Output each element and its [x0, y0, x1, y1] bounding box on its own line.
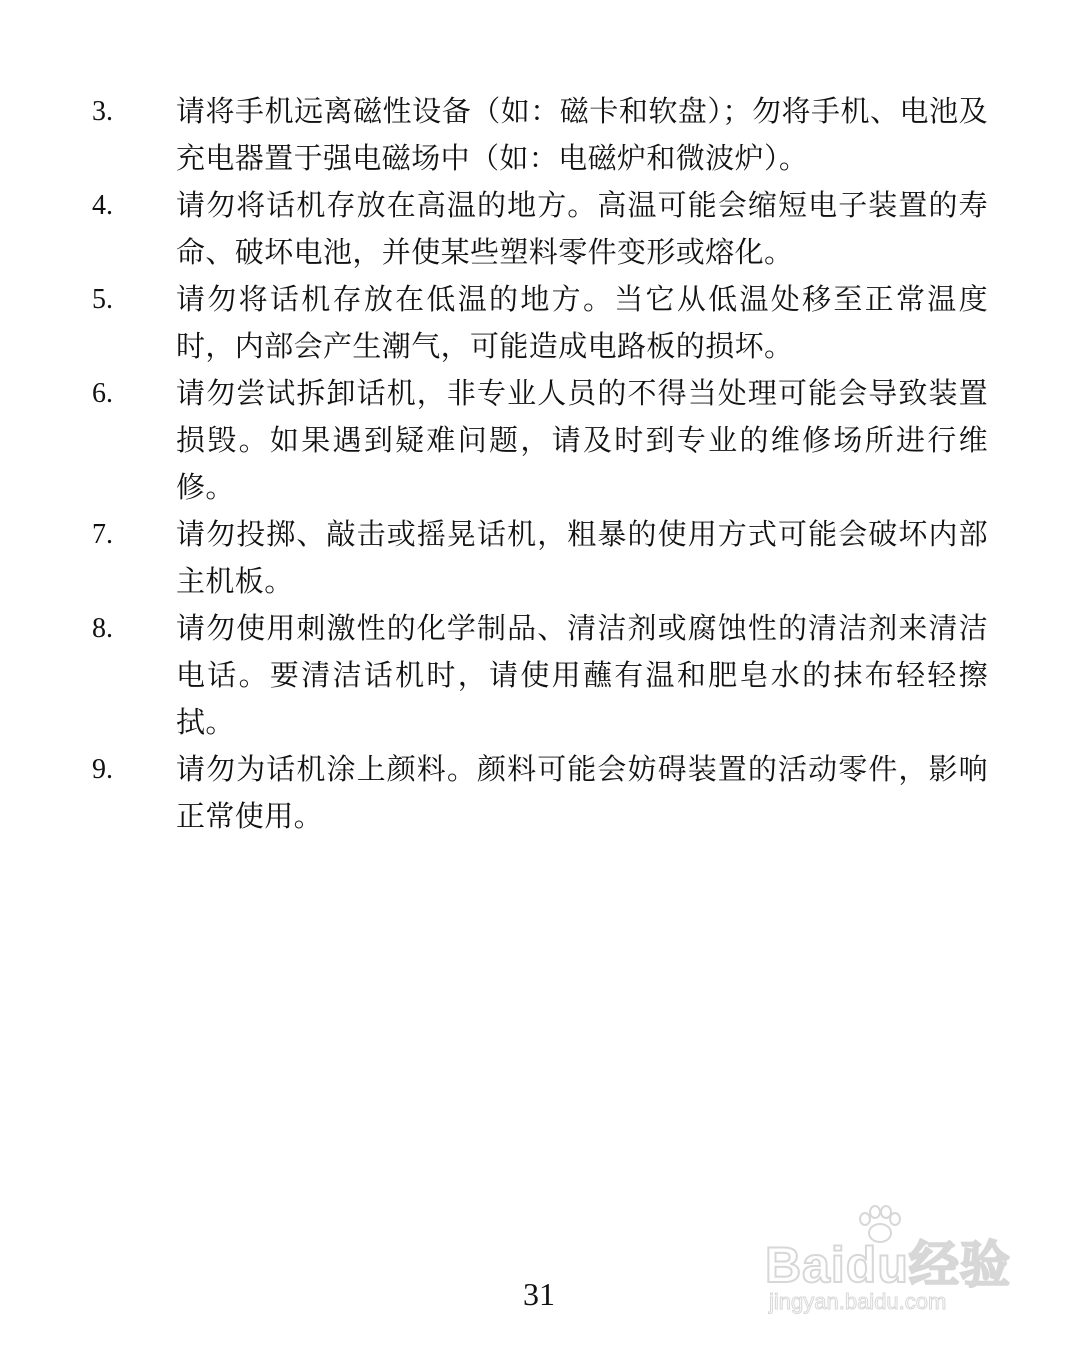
item-number: 3. — [92, 96, 113, 127]
baidu-jingyan-watermark — [765, 1205, 1025, 1315]
page-number: 31 — [523, 1276, 555, 1312]
item-text: 请勿为话机涂上颜料。颜料可能会妨碍装置的活动零件，影响正常使用。 — [176, 752, 988, 833]
list-item — [92, 511, 992, 605]
list-item — [92, 370, 992, 511]
item-text: 请勿将话机存放在高温的地方。高温可能会缩短电子装置的寿命、破坏电池，并使某些塑料零件变形或熔化。 — [176, 188, 988, 269]
precautions-list — [92, 88, 992, 840]
item-number: 9. — [92, 754, 113, 785]
item-text: 请勿尝试拆卸话机，非专业人员的不得当处理可能会导致装置损毁。如果遇到疑难问题，请及时到专业的维修场所进行维修。 — [176, 376, 988, 504]
item-number: 4. — [92, 190, 113, 221]
item-number: 7. — [92, 519, 113, 550]
item-text: 请勿投掷、敲击或摇晃话机，粗暴的使用方式可能会破坏内部主机板。 — [176, 517, 988, 598]
item-text: 请将手机远离磁性设备（如：磁卡和软盘）；勿将手机、电池及充电器置于强电磁场中（如：电磁炉和微波炉）。 — [176, 94, 988, 175]
list-item — [92, 276, 992, 370]
item-text: 请勿将话机存放在低温的地方。当它从低温处移至正常温度时，内部会产生潮气，可能造成电路板的损坏。 — [176, 282, 988, 363]
item-text: 请勿使用刺激性的化学制品、清洁剂或腐蚀性的清洁剂来清洁电话。要清洁话机时，请使用蘸有温和肥皂水的抹布轻轻擦拭。 — [176, 611, 988, 739]
list-item — [92, 182, 992, 276]
item-number: 5. — [92, 284, 113, 315]
item-number: 8. — [92, 613, 113, 644]
list-item — [92, 605, 992, 746]
list-item — [92, 88, 992, 182]
watermark-brand: Baidu经验 — [765, 1237, 1011, 1293]
list-item — [92, 746, 992, 840]
item-number: 6. — [92, 378, 113, 409]
watermark-url: jingyan.baidu.com — [769, 1289, 947, 1314]
